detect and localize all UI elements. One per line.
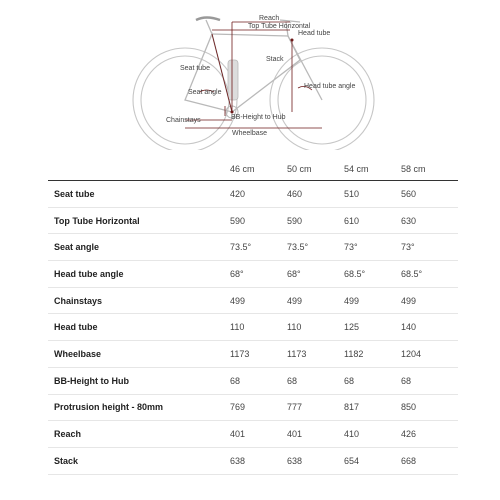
- size-header: 54 cm: [344, 164, 369, 174]
- size-header: 46 cm: [230, 164, 255, 174]
- table-cell: 769: [230, 394, 287, 421]
- measurement-lines: [185, 22, 322, 128]
- row-label: Chainstays: [48, 287, 230, 314]
- table-cell: 630: [401, 207, 458, 234]
- table-row: [48, 314, 458, 341]
- row-label: Head tube: [48, 314, 230, 341]
- label-stack: Stack: [266, 56, 284, 63]
- table-row: [48, 287, 458, 314]
- table-cell: 1173: [230, 341, 287, 368]
- table-cell: 110: [230, 314, 287, 341]
- row-label: Top Tube Horizontal: [48, 207, 230, 234]
- table-cell: 68°: [287, 261, 344, 288]
- table-cell: 68.5°: [344, 261, 401, 288]
- label-head-tube-angle: Head tube angle: [304, 83, 356, 90]
- table-cell: 110: [287, 314, 344, 341]
- table-body: [48, 181, 458, 475]
- bike-geometry-diagram: [0, 0, 500, 150]
- row-label: BB-Height to Hub: [48, 367, 230, 394]
- size-header: 50 cm: [287, 164, 312, 174]
- label-chainstays: Chainstays: [166, 117, 201, 124]
- table-cell: 460: [287, 181, 344, 208]
- table-cell: 560: [401, 181, 458, 208]
- table-cell: 610: [344, 207, 401, 234]
- table-cell: 68°: [230, 261, 287, 288]
- table-header-corner: [48, 158, 230, 181]
- table-cell: 401: [287, 421, 344, 448]
- table-cell: 73°: [401, 234, 458, 261]
- table-header-row: [48, 158, 458, 181]
- table-row: [48, 234, 458, 261]
- row-label: Reach: [48, 421, 230, 448]
- table-cell: 817: [344, 394, 401, 421]
- table-cell: 590: [287, 207, 344, 234]
- table-cell: 426: [401, 421, 458, 448]
- table-row: [48, 341, 458, 368]
- table-row: [48, 394, 458, 421]
- table-cell: 499: [344, 287, 401, 314]
- row-label: Seat tube: [48, 181, 230, 208]
- table-cell: 850: [401, 394, 458, 421]
- row-label: Wheelbase: [48, 341, 230, 368]
- label-bb-height-to-hub: BB-Height to Hub: [231, 114, 286, 121]
- table-cell: 668: [401, 447, 458, 474]
- table-cell: 73.5°: [287, 234, 344, 261]
- table-cell: 499: [230, 287, 287, 314]
- label-reach: Reach: [259, 15, 280, 22]
- table-cell: 401: [230, 421, 287, 448]
- table-row: [48, 181, 458, 208]
- row-label: Stack: [48, 447, 230, 474]
- table-cell: 777: [287, 394, 344, 421]
- table-cell: 499: [401, 287, 458, 314]
- table-cell: 68: [287, 367, 344, 394]
- row-label: Head tube angle: [48, 261, 230, 288]
- label-top-tube-horizontal: Top Tube Horizontal: [248, 23, 311, 30]
- label-seat-angle: Seat angle: [188, 89, 222, 96]
- table-cell: 1204: [401, 341, 458, 368]
- table-cell: 1182: [344, 341, 401, 368]
- geometry-table: [48, 158, 458, 475]
- table-cell: 68.5°: [401, 261, 458, 288]
- row-label: Protrusion height - 80mm: [48, 394, 230, 421]
- table-cell: 140: [401, 314, 458, 341]
- table-row: [48, 421, 458, 448]
- table-cell: 638: [287, 447, 344, 474]
- label-head-tube: Head tube: [298, 30, 331, 37]
- table-row: [48, 261, 458, 288]
- table-cell: 68: [344, 367, 401, 394]
- table-cell: 1173: [287, 341, 344, 368]
- table-cell: 510: [344, 181, 401, 208]
- row-label: Seat angle: [48, 234, 230, 261]
- table-cell: 73°: [344, 234, 401, 261]
- label-wheelbase: Wheelbase: [232, 130, 268, 137]
- table-row: [48, 207, 458, 234]
- table-row: [48, 447, 458, 474]
- table-cell: 590: [230, 207, 287, 234]
- table-cell: 410: [344, 421, 401, 448]
- table-cell: 125: [344, 314, 401, 341]
- table-cell: 68: [230, 367, 287, 394]
- table-cell: 654: [344, 447, 401, 474]
- table-cell: 73.5°: [230, 234, 287, 261]
- size-header: 58 cm: [401, 164, 426, 174]
- table-cell: 499: [287, 287, 344, 314]
- table-row: [48, 367, 458, 394]
- table-cell: 68: [401, 367, 458, 394]
- label-seat-tube: Seat tube: [180, 65, 210, 72]
- table-cell: 420: [230, 181, 287, 208]
- table-cell: 638: [230, 447, 287, 474]
